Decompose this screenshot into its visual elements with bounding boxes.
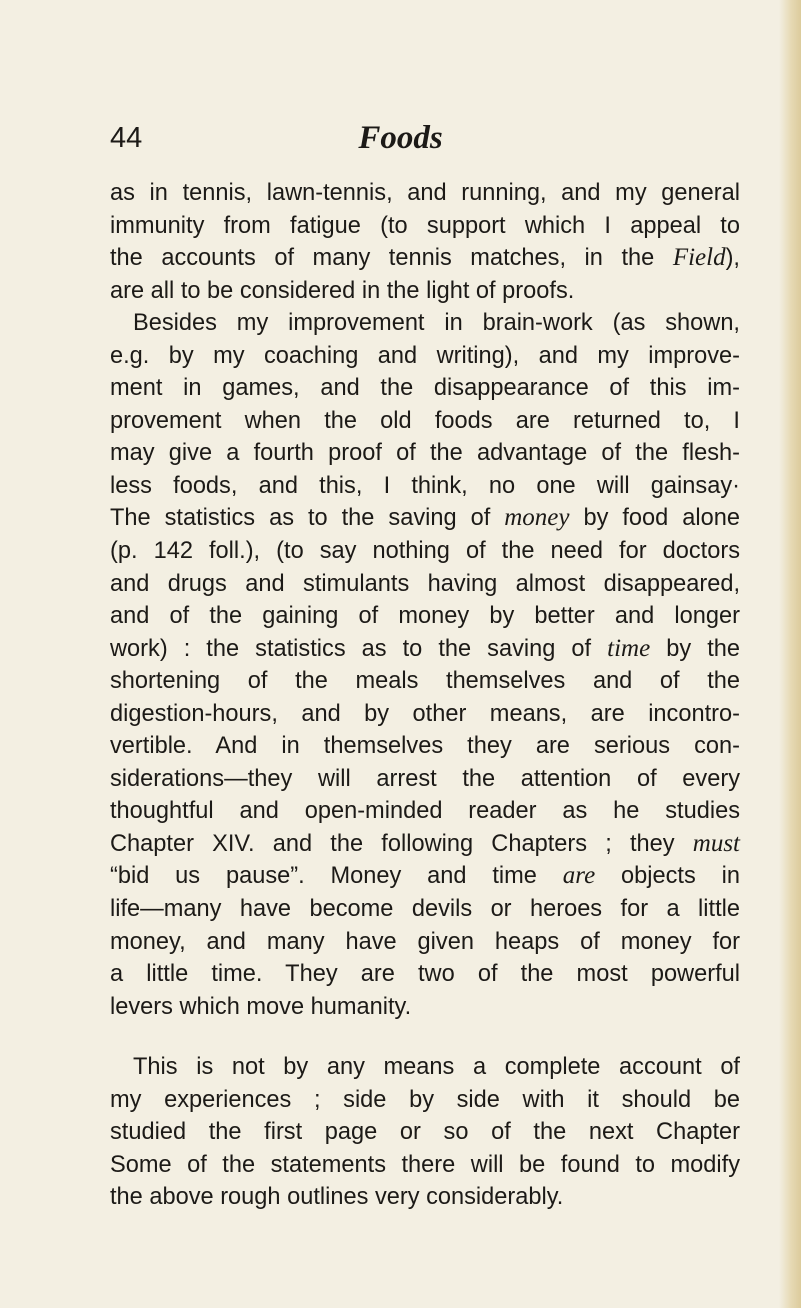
text-line bbox=[110, 470, 740, 503]
text-line bbox=[110, 242, 740, 275]
text-line bbox=[110, 926, 740, 959]
text-run: the accounts of many tennis matches, in the bbox=[110, 245, 673, 272]
text-line bbox=[110, 730, 740, 763]
text-run: ), bbox=[725, 245, 740, 272]
text-line bbox=[110, 568, 740, 601]
text-line bbox=[110, 1051, 740, 1084]
text-line bbox=[110, 275, 740, 308]
text-run: digestion-hours, and by other means, are incontro- bbox=[110, 700, 740, 727]
text-line bbox=[110, 698, 740, 731]
text-run: Chapter XIV. and the following Chapters ; they bbox=[110, 830, 693, 857]
text-line bbox=[110, 437, 740, 470]
text-run: a little time. They are two of the most powerful bbox=[110, 961, 740, 988]
italic-text: Field bbox=[672, 244, 726, 272]
paragraph bbox=[110, 307, 740, 1023]
text-line bbox=[110, 340, 740, 373]
text-line bbox=[110, 600, 740, 633]
page-edge-shadow bbox=[779, 0, 801, 1308]
text-line bbox=[110, 958, 740, 991]
text-run: Besides my improvement in brain-work (as shown, bbox=[133, 310, 740, 337]
text-run: work) : the statistics as to the saving of bbox=[110, 635, 608, 662]
text-line bbox=[110, 991, 740, 1024]
text-run: vertible. And in themselves they are serious con- bbox=[110, 733, 740, 760]
text-line bbox=[110, 1084, 740, 1117]
text-line bbox=[110, 633, 740, 666]
page-header bbox=[0, 118, 801, 162]
text-run: shortening of the meals themselves and of the bbox=[110, 668, 740, 695]
text-line bbox=[110, 1116, 740, 1149]
text-line bbox=[110, 535, 740, 568]
text-run: ment in games, and the disappearance of this im- bbox=[110, 375, 740, 402]
text-run: “bid us pause”. Money and time bbox=[110, 863, 563, 890]
text-run: levers which move humanity. bbox=[110, 993, 412, 1020]
text-run: by the bbox=[650, 635, 740, 662]
text-line bbox=[110, 1149, 740, 1182]
italic-text: are bbox=[562, 862, 596, 890]
text-line bbox=[110, 665, 740, 698]
text-run: siderations—they will arrest the attention of every bbox=[110, 765, 740, 792]
text-line bbox=[110, 405, 740, 438]
text-run: as in tennis, lawn-tennis, and running, and my general bbox=[110, 180, 740, 206]
body-text bbox=[110, 177, 740, 1214]
text-line bbox=[110, 502, 740, 535]
italic-text: money bbox=[504, 504, 570, 532]
text-line bbox=[110, 210, 740, 243]
text-run: This is not by any means a complete account of bbox=[133, 1054, 740, 1081]
text-run: e.g. by my coaching and writing), and my improve- bbox=[110, 342, 740, 369]
text-line bbox=[110, 795, 740, 828]
text-line bbox=[110, 177, 740, 210]
paragraph bbox=[110, 177, 740, 307]
text-run: The statistics as to the saving of bbox=[110, 505, 505, 532]
text-run: my experiences ; side by side with it should be bbox=[110, 1086, 740, 1113]
running-title: Foods bbox=[358, 120, 443, 156]
text-run: thoughtful and open-minded reader as he studies bbox=[110, 798, 740, 825]
paragraph bbox=[110, 1051, 740, 1214]
text-run: and drugs and stimulants having almost disappeared, bbox=[110, 570, 740, 597]
text-line bbox=[110, 763, 740, 796]
text-run: provement when the old foods are returned to, I bbox=[110, 407, 740, 434]
text-run: immunity from fatigue (to support which I appeal to bbox=[110, 212, 740, 239]
text-run: (p. 142 foll.), (to say nothing of the need for doctors bbox=[110, 538, 740, 565]
text-run: and of the gaining of money by better and longer bbox=[110, 603, 740, 630]
text-run: studied the first page or so of the next Chapter bbox=[110, 1119, 740, 1146]
text-line bbox=[110, 372, 740, 405]
text-line bbox=[110, 307, 740, 340]
italic-text: must bbox=[692, 829, 740, 857]
text-run: money, and many have given heaps of money for bbox=[110, 928, 740, 955]
text-run: less foods, and this, I think, no one will gainsay· bbox=[110, 472, 740, 499]
page-number: 44 bbox=[110, 122, 143, 154]
text-run: objects in bbox=[595, 863, 740, 890]
text-line bbox=[110, 1181, 740, 1214]
text-line bbox=[110, 860, 740, 893]
text-run: by food alone bbox=[569, 505, 741, 532]
italic-text: time bbox=[607, 634, 651, 662]
text-run: life—many have become devils or heroes for a little bbox=[110, 896, 740, 923]
text-run: are all to be considered in the light of proofs. bbox=[110, 277, 575, 304]
text-run: may give a fourth proof of the advantage of the flesh- bbox=[110, 440, 740, 467]
text-run: the above rough outlines very considerably. bbox=[110, 1184, 564, 1211]
text-line bbox=[110, 828, 740, 861]
paragraph-gap bbox=[110, 1023, 740, 1051]
text-run: Some of the statements there will be found to modify bbox=[110, 1151, 740, 1178]
text-line bbox=[110, 893, 740, 926]
